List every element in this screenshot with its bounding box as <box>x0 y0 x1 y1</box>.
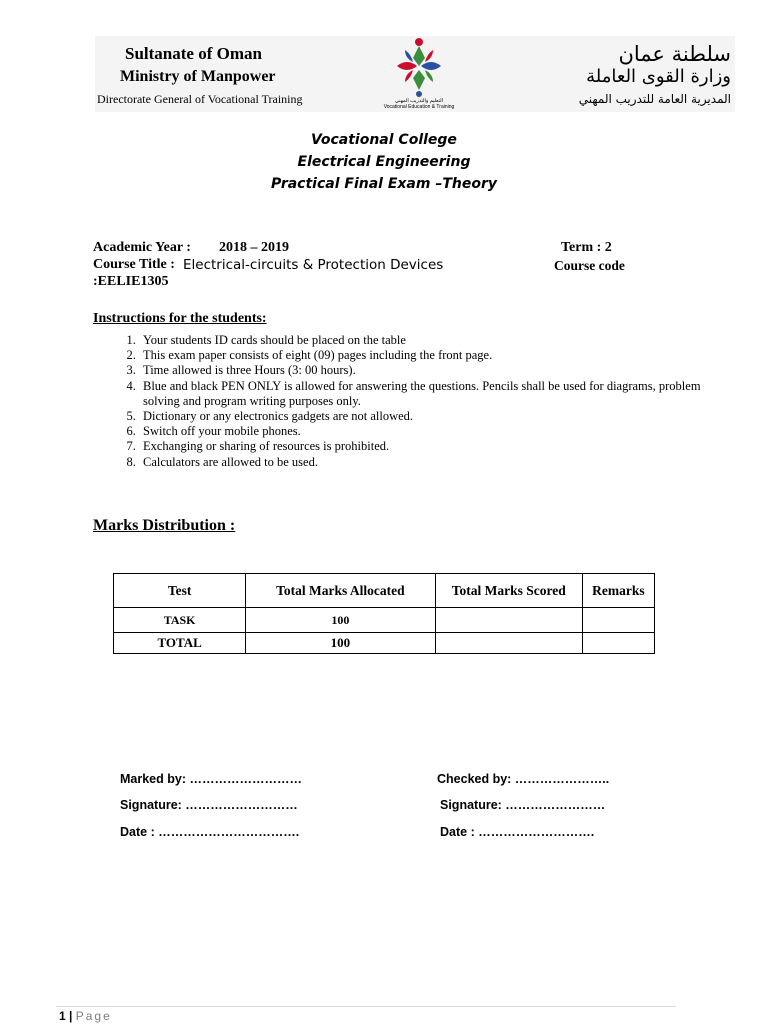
table-cell-scored[interactable] <box>435 633 582 654</box>
logo-caption-en: Vocational Education & Training <box>383 104 455 110</box>
country-name: Sultanate of Oman <box>125 44 262 63</box>
country-name-ar: سلطنة عمان <box>618 42 731 66</box>
term: Term : 2 <box>561 240 612 255</box>
instruction-item: 2. This exam paper consists of eight (09) pages including the front page. <box>139 348 729 363</box>
course-code-label: Course code <box>554 258 625 273</box>
course-code-value: :EELIE1305 <box>93 274 169 289</box>
column-header-scored: Total Marks Scored <box>435 574 582 608</box>
table-cell-test: TOTAL <box>114 633 246 654</box>
college-title: Vocational College <box>311 132 457 148</box>
table-row <box>114 608 655 633</box>
table-cell-remarks[interactable] <box>582 633 654 654</box>
date-right-field[interactable]: Date : ………………………. <box>440 825 595 839</box>
column-header-remarks: Remarks <box>582 574 654 608</box>
instruction-item: 5. Dictionary or any electronics gadgets are not allowed. <box>139 409 729 424</box>
column-header-allocated: Total Marks Allocated <box>246 574 435 608</box>
instruction-item: 6. Switch off your mobile phones. <box>139 424 729 439</box>
marked-by-field[interactable]: Marked by: ……………………… <box>120 772 302 786</box>
exam-title: Practical Final Exam –Theory <box>270 176 497 192</box>
signature-right-field[interactable]: Signature: …………………… <box>440 798 606 812</box>
table-cell-remarks[interactable] <box>582 608 654 633</box>
academic-year-value: 2018 – 2019 <box>219 240 289 255</box>
header-banner <box>95 36 735 112</box>
signature-left-field[interactable]: Signature: ……………………… <box>120 798 298 812</box>
column-header-test: Test <box>114 574 246 608</box>
department-title: Electrical Engineering <box>297 154 471 170</box>
instruction-item: 7. Exchanging or sharing of resources is prohibited. <box>139 439 729 454</box>
instructions-list <box>93 333 729 470</box>
directorate-name-ar: المديرية العامة للتدريب المهني <box>578 92 731 106</box>
logo-caption <box>373 98 465 110</box>
ministry-logo-icon <box>387 36 451 98</box>
marks-heading: Marks Distribution : <box>93 517 236 534</box>
marks-table <box>113 573 655 654</box>
instruction-item: 3. Time allowed is three Hours (3: 00 hours). <box>139 363 729 378</box>
table-cell-allocated: 100 <box>246 608 435 633</box>
logo-caption-ar: التعليم والتدريب المهني <box>394 98 444 104</box>
footer-separator: | <box>69 1009 73 1023</box>
table-cell-scored[interactable] <box>435 608 582 633</box>
directorate-name: Directorate General of Vocational Training <box>97 92 303 106</box>
table-cell-allocated: 100 <box>246 633 435 654</box>
page-footer <box>59 1009 112 1023</box>
instruction-item: 8. Calculators are allowed to be used. <box>139 455 729 470</box>
ministry-name: Ministry of Manpower <box>120 68 276 85</box>
table-cell-test: TASK <box>114 608 246 633</box>
instruction-item: 4. Blue and black PEN ONLY is allowed for answering the questions. Pencils shall be used for diagrams, problem solving and program writing purposes only. <box>139 379 729 409</box>
page-label: Page <box>75 1009 112 1023</box>
checked-by-field[interactable]: Checked by: ………………….. <box>437 772 610 786</box>
instructions-heading: Instructions for the students: <box>93 311 267 326</box>
footer-divider <box>56 1006 676 1007</box>
instruction-item: 1. Your students ID cards should be placed on the table <box>139 333 729 348</box>
course-title-value: Electrical-circuits & Protection Devices <box>183 257 444 273</box>
table-header-row <box>114 574 655 608</box>
page-number: 1 <box>59 1009 66 1023</box>
academic-year-label: Academic Year : <box>93 240 191 255</box>
course-title-label: Course Title : <box>93 257 175 272</box>
date-left-field[interactable]: Date : ……………………………. <box>120 825 300 839</box>
ministry-name-ar: وزارة القوى العاملة <box>586 66 731 87</box>
table-row-total <box>114 633 655 654</box>
